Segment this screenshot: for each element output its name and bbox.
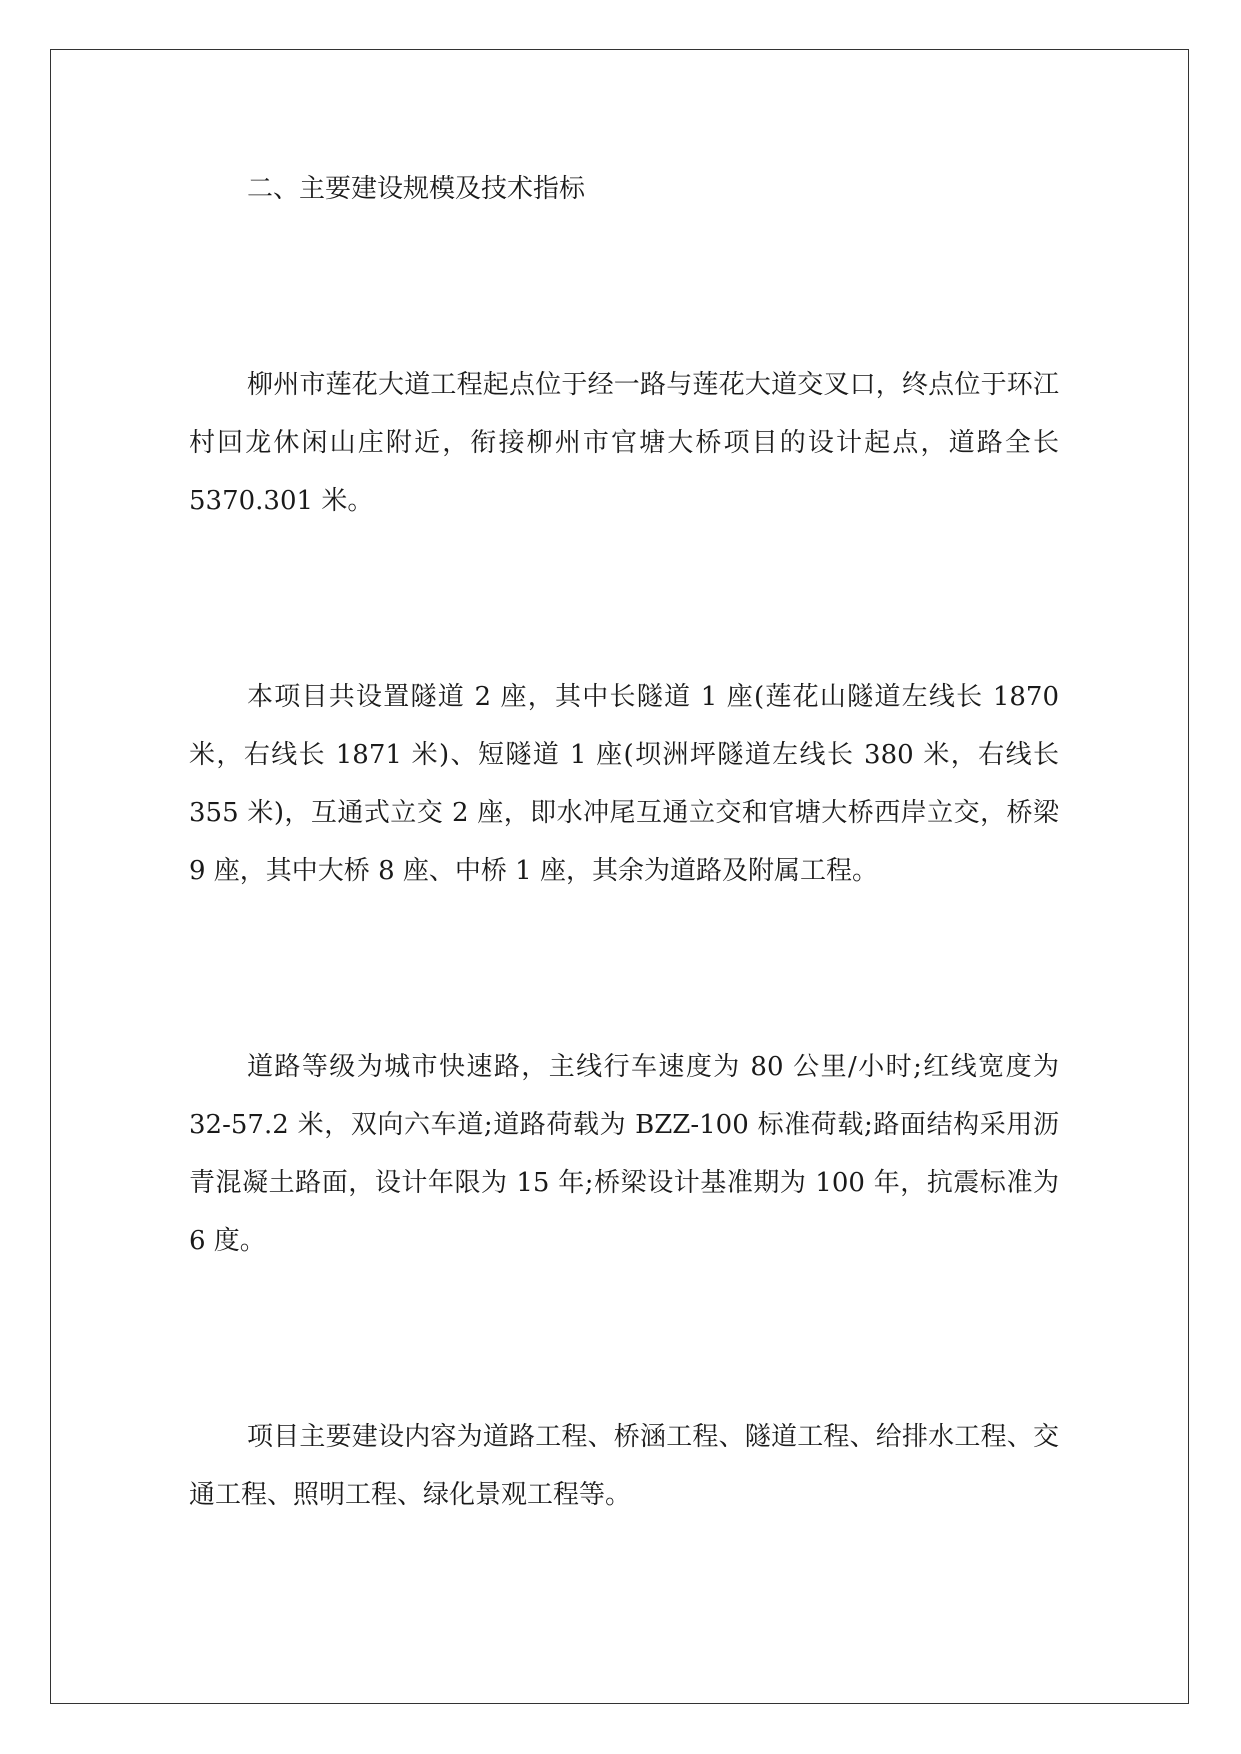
paragraph-construction-scope: 项目主要建设内容为道路工程、桥涵工程、隧道工程、给排水工程、交通工程、照明工程、绿化景观工程等。 bbox=[189, 1422, 1059, 1510]
document-body bbox=[189, 160, 1059, 1524]
paragraph-tunnels-bridges: 本项目共设置隧道 2 座，其中长隧道 1 座(莲花山隧道左线长 1870 米，右线长 1871 米)、短隧道 1 座(坝洲坪隧道左线长 380 米，右线长 355 米)，互通式立交 2 座，即水冲尾互通立交和官塘大桥西岸立交，桥梁 9 座，其中大桥 8 座、中桥 1 座，其余为道路及附属工程。 bbox=[189, 682, 1059, 886]
paragraph-technical-standards: 道路等级为城市快速路，主线行车速度为 80 公里/小时;红线宽度为 32-57.2 米，双向六车道;道路荷载为 BZZ-100 标准荷载;路面结构采用沥青混凝土路面，设计年限为 15 年;桥梁设计基准期为 100 年，抗震标准为 6 度。 bbox=[189, 1052, 1059, 1256]
section-heading: 二、主要建设规模及技术指标 bbox=[247, 174, 586, 204]
paragraph-project-location: 柳州市莲花大道工程起点位于经一路与莲花大道交叉口，终点位于环江村回龙休闲山庄附近，衔接柳州市官塘大桥项目的设计起点，道路全长 5370.301 米。 bbox=[189, 370, 1059, 516]
